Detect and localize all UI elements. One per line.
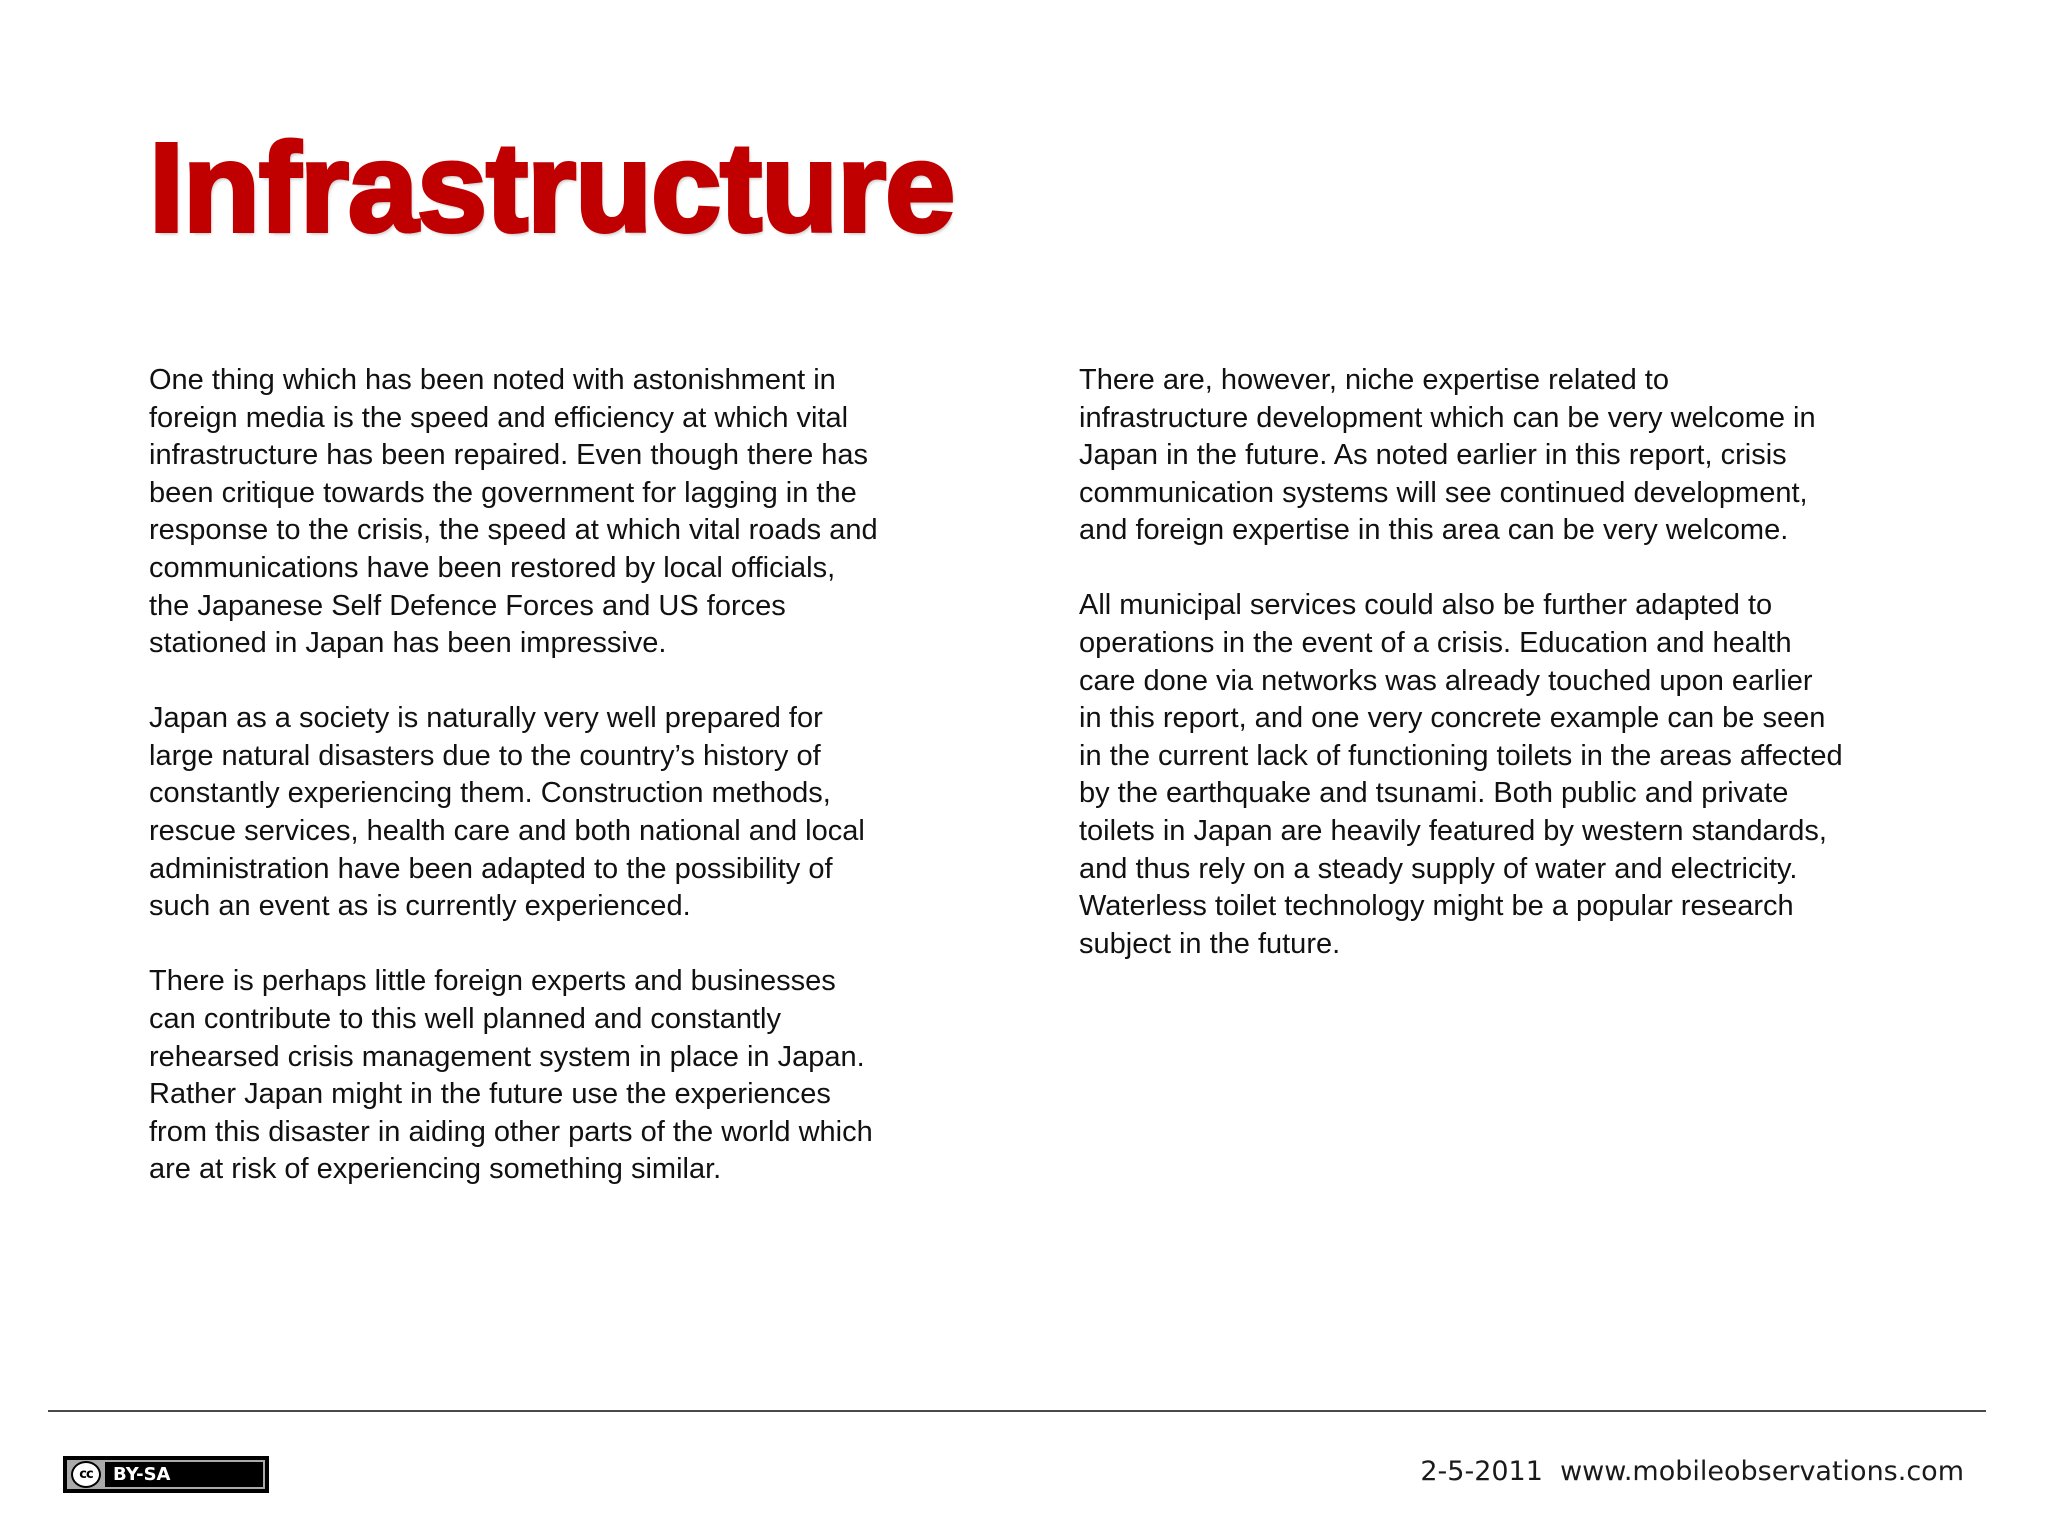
- right-paragraph-1: There are, however, niche expertise related to infrastructure development which can be very welcome in Japan in the future. As noted earlier in this report, crisis communication systems will see continued development, and foreign expertise in this area can be very welcome.: [1079, 364, 1816, 547]
- left-column: [149, 362, 969, 1226]
- footer-date-url: 2-5-2011 www.mobileobservations.com: [1420, 1456, 1964, 1487]
- page-title: Infrastructure: [149, 117, 955, 258]
- right-column: [1079, 362, 1899, 1001]
- footer-divider: [48, 1410, 1986, 1412]
- left-paragraph-1: One thing which has been noted with astonishment in foreign media is the speed and efficiency at which vital infrastructure has been repaired. Even though there has been critique towards the government for lagging in the response to the crisis, the speed at which vital roads and communications have been restored by local officials, the Japanese Self Defence Forces and US forces stationed in Japan has been impressive.: [149, 364, 878, 660]
- license-label: BY-SA: [105, 1460, 265, 1489]
- license-badge[interactable]: [63, 1456, 269, 1493]
- license-icon-box: [67, 1460, 105, 1489]
- left-paragraph-3: There is perhaps little foreign experts and businesses can contribute to this well planned and constantly rehearsed crisis management system in place in Japan. Rather Japan might in the future use the experiences from this disaster in aiding other parts of the world which are at risk of experiencing something similar.: [149, 965, 873, 1186]
- right-paragraph-2: All municipal services could also be further adapted to operations in the event of a crisis. Education and health care done via networks was already touched upon earlier in this report, and one very concrete example can be seen in the current lack of functioning toilets in the areas affected by the earthquake and tsunami. Both public and private toilets in Japan are heavily featured by western standards, and thus rely on a steady supply of water and electricity. Waterless toilet technology might be a popular research subject in the future.: [1079, 589, 1843, 960]
- left-paragraph-2: Japan as a society is naturally very well prepared for large natural disasters due to the country’s history of constantly experiencing them. Construction methods, rescue services, health care and both national and local administration have been adapted to the possibility of such an event as is currently experienced.: [149, 702, 865, 923]
- cc-icon: cc: [71, 1461, 101, 1488]
